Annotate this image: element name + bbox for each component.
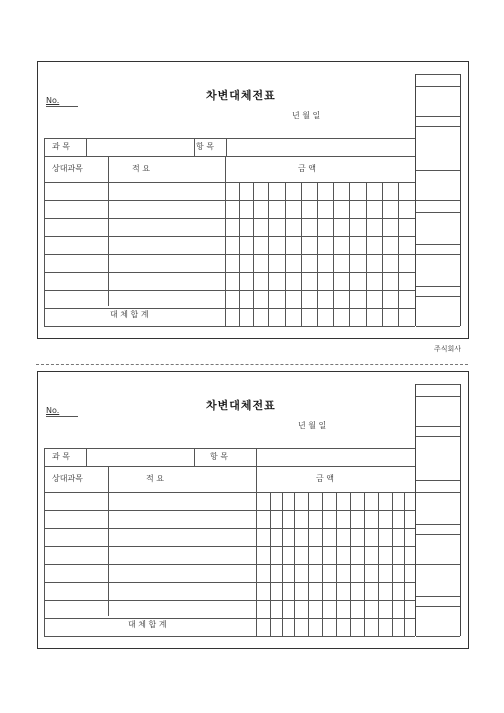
subject-label: 과 목 <box>52 452 70 461</box>
col-line <box>44 138 45 326</box>
col-line <box>317 182 318 326</box>
approval-side-column <box>415 74 461 326</box>
cut-line <box>36 364 468 365</box>
voucher-number-label: No. <box>46 96 60 105</box>
voucher-number-label: No. <box>46 406 60 415</box>
voucher-form-1 <box>37 61 469 339</box>
col-line <box>253 182 254 326</box>
counter-subject-label: 상대과목 <box>52 474 83 483</box>
row-line <box>44 156 415 157</box>
row-line <box>44 290 415 291</box>
row-line <box>44 326 415 327</box>
col-line <box>108 156 109 306</box>
approval-side-column <box>415 384 461 636</box>
col-line <box>366 182 367 326</box>
col-line <box>398 182 399 326</box>
voucher-date-label: 년 월 일 <box>292 111 321 120</box>
col-line <box>268 182 269 326</box>
voucher-number-underline <box>46 106 78 107</box>
voucher-number-underline <box>46 416 78 417</box>
subject-label: 과 목 <box>52 142 70 151</box>
col-line <box>301 182 302 326</box>
voucher-title: 차변대체전표 <box>206 89 276 102</box>
col-line <box>285 182 286 326</box>
col-line <box>225 156 226 326</box>
counter-subject-label: 상대과목 <box>52 164 83 173</box>
voucher-title: 차변대체전표 <box>206 399 276 412</box>
col-line <box>349 182 350 326</box>
col-line <box>239 182 240 326</box>
voucher-date-label: 년 월 일 <box>298 421 327 430</box>
row-line <box>44 182 415 183</box>
item-label: 항 목 <box>210 452 228 461</box>
row-line <box>44 308 415 309</box>
amount-label: 금 액 <box>298 164 316 173</box>
total-label: 대 체 합 계 <box>128 620 167 629</box>
row-line <box>44 218 415 219</box>
col-line <box>86 138 87 156</box>
company-label: 주식회사 <box>434 345 462 353</box>
row-line <box>44 236 415 237</box>
description-label: 적 요 <box>146 474 164 483</box>
amount-label: 금 액 <box>316 474 334 483</box>
total-label: 대 체 합 계 <box>110 310 149 319</box>
col-line <box>382 182 383 326</box>
description-label: 적 요 <box>132 164 150 173</box>
col-line <box>226 138 227 156</box>
voucher-form-2 <box>37 371 469 649</box>
row-line <box>44 272 415 273</box>
row-line <box>44 200 415 201</box>
col-line <box>194 138 195 156</box>
row-line <box>44 138 415 139</box>
item-label: 항 목 <box>196 142 214 151</box>
col-line <box>333 182 334 326</box>
row-line <box>44 254 415 255</box>
